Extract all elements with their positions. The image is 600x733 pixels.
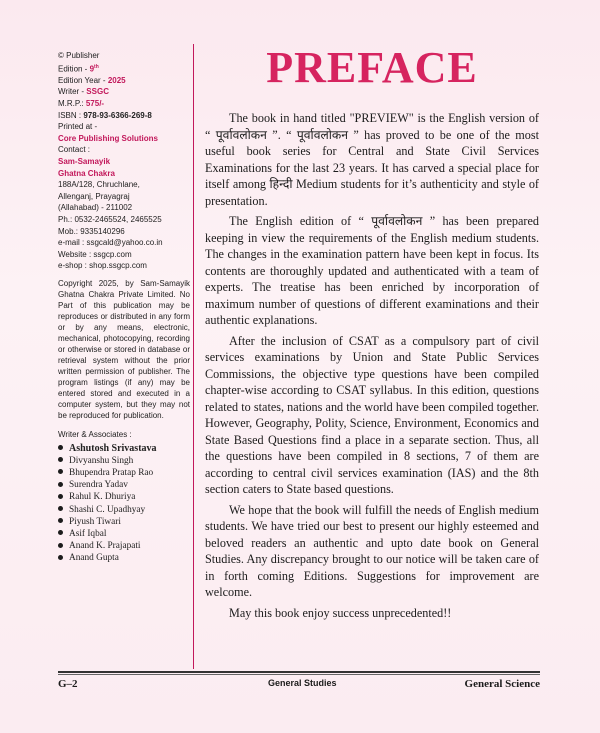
contact-label: Contact : (58, 145, 91, 155)
year-label: Edition Year - (58, 75, 108, 85)
writer-line (58, 86, 190, 98)
address-line-1: 188A/128, Chruchlane, (58, 180, 140, 190)
bullet-icon (58, 445, 63, 450)
bullet-icon (58, 469, 63, 474)
writer-name: Anand Gupta (69, 553, 119, 564)
bullet-icon (58, 518, 63, 523)
mrp-line (58, 98, 190, 110)
writer-value: SSGC (86, 87, 109, 97)
publisher-line: © Publisher (58, 51, 100, 60)
writer-name: Divyanshu Singh (69, 455, 134, 466)
writer-item (58, 491, 190, 503)
writer-name: Asif Iqbal (69, 528, 107, 539)
bullet-icon (58, 457, 63, 462)
edition-value: 9 (89, 64, 95, 74)
edition-line (58, 62, 190, 75)
bullet-icon (58, 543, 63, 548)
page-title: PREFACE (266, 43, 478, 92)
isbn-label: ISBN : (58, 110, 84, 120)
writers-list (58, 443, 190, 565)
preface-paragraph: We hope that the book will fulfill the needs of English medium students. We have tried our best to present our highly esteemed and beloved readers an authentic and upto date book on General Studies. Any discrepancy brought to our notice will be taken care of in forth coming Editions. Suggestions for improvement are welcome. (205, 502, 539, 599)
footer-rule (58, 671, 540, 673)
edition-label: Edition - (58, 64, 90, 74)
phone-line: Ph.: 0532-2465524, 2465525 (58, 214, 162, 224)
writer-name: Ashutosh Srivastava (69, 442, 157, 454)
writers-title: Writer & Associates : (58, 429, 132, 439)
preface-paragraph: The book in hand titled "PREVIEW" is the English version of “ पूर्वावलोकन ”. “ पूर्वावलोकन ” has proved to be one of the most useful book series for Central and State Civil Services Examinations for the last 23 years. It has carved a special place for itself among हिन्दी Medium students for it’s authenticity and style of presentation. (205, 111, 539, 208)
bullet-icon (58, 555, 63, 560)
year-value: 2025 (107, 75, 126, 85)
writer-item (58, 516, 190, 528)
edition-sup: th (94, 63, 99, 70)
printer-name: Core Publishing Solutions (58, 133, 158, 143)
preface-body (205, 110, 539, 625)
bullet-icon (58, 506, 63, 511)
contact-name-2: Ghatna Chakra (58, 168, 115, 178)
printed-label: Printed at - (58, 122, 98, 132)
writer-item (58, 479, 190, 491)
writer-name: Shashi C. Upadhyay (69, 504, 146, 515)
contact-name-1: Sam-Samayik (58, 157, 111, 166)
mrp-label: M.R.P.: (58, 99, 86, 109)
isbn-line (58, 110, 190, 122)
footer-section-title: General Science (464, 678, 540, 690)
writer-item (58, 504, 190, 516)
bullet-icon (58, 494, 63, 499)
writer-name: Anand K. Prajapati (69, 541, 141, 552)
website-line: Website : ssgcp.com (58, 249, 132, 259)
writer-name: Rahul K. Dhuriya (69, 492, 136, 503)
address-line-3: (Allahabad) - 211002 (58, 203, 133, 213)
footer-rule-thin (58, 674, 540, 675)
writer-label: Writer - (58, 87, 87, 97)
page-number: G–2 (58, 678, 78, 690)
eshop-line: e-shop : shop.ssgcp.com (58, 261, 147, 271)
copyright-notice: Copyright 2025, by Sam-Samayik Ghatna Chakra Private Limited. No Part of this publication may be reproduces or distributed in any form or by any means, electronic, mechanical, photocopying, recording or otherwise or stored in database or retrieval system without the prior written permission of publisher. The program listings (if any) may be entered stored and executed in a computer system, but they may not be reproduced for publication. (58, 278, 190, 420)
writer-name: Surendra Yadav (69, 480, 128, 491)
bullet-icon (58, 530, 63, 535)
mrp-value: 575/- (85, 99, 105, 109)
preface-paragraph: The English edition of “ पूर्वावलोकन ” has been prepared keeping in view the requirements of the English medium students. The changes in the examination pattern have been kept in focus. Its contents are thoroughly updated and authenticated with a team of experts. The treatise has been enriched by incorporation of maximum number of questions of different examinations and their authentic explanations. (205, 214, 539, 327)
preface-paragraph: After the inclusion of CSAT as a compulsory part of civil services examinations by Union and State Public Services Commissions, the objective type questions have been compiled chapter-wise according to CSAT syllabus. In this edition, questions related to states, nations and the world have been compiled together. However, Geography, Polity, Science, Environment, Economics and State Based Questions find a place in a separate section. Thus, all the questions have been compiled in 8 sections, 7 of them are according to central civil services examination (IAS) and the 8th section caters to State based questions. (205, 333, 539, 496)
year-line (58, 75, 190, 87)
publication-info-sidebar (58, 50, 190, 565)
footer-book-title: General Studies (268, 678, 337, 688)
preface-paragraph: May this book enjoy success unprecedented!! (229, 605, 452, 620)
address-line-2: Allenganj, Prayagraj (58, 191, 130, 201)
writer-item (58, 540, 190, 552)
writer-item (58, 455, 190, 467)
mobile-line: Mob.: 9335140296 (58, 226, 125, 236)
writer-name: Piyush Tiwari (69, 516, 121, 527)
column-divider (193, 44, 194, 669)
bullet-icon (58, 482, 63, 487)
email-line: e-mail : ssgcald@yahoo.co.in (58, 238, 163, 248)
writer-item (58, 467, 190, 479)
writer-item (58, 552, 190, 564)
isbn-value: 978-93-6366-269-8 (83, 110, 152, 120)
writer-name: Bhupendra Pratap Rao (69, 467, 154, 478)
writer-item (58, 443, 190, 455)
writer-item (58, 528, 190, 540)
